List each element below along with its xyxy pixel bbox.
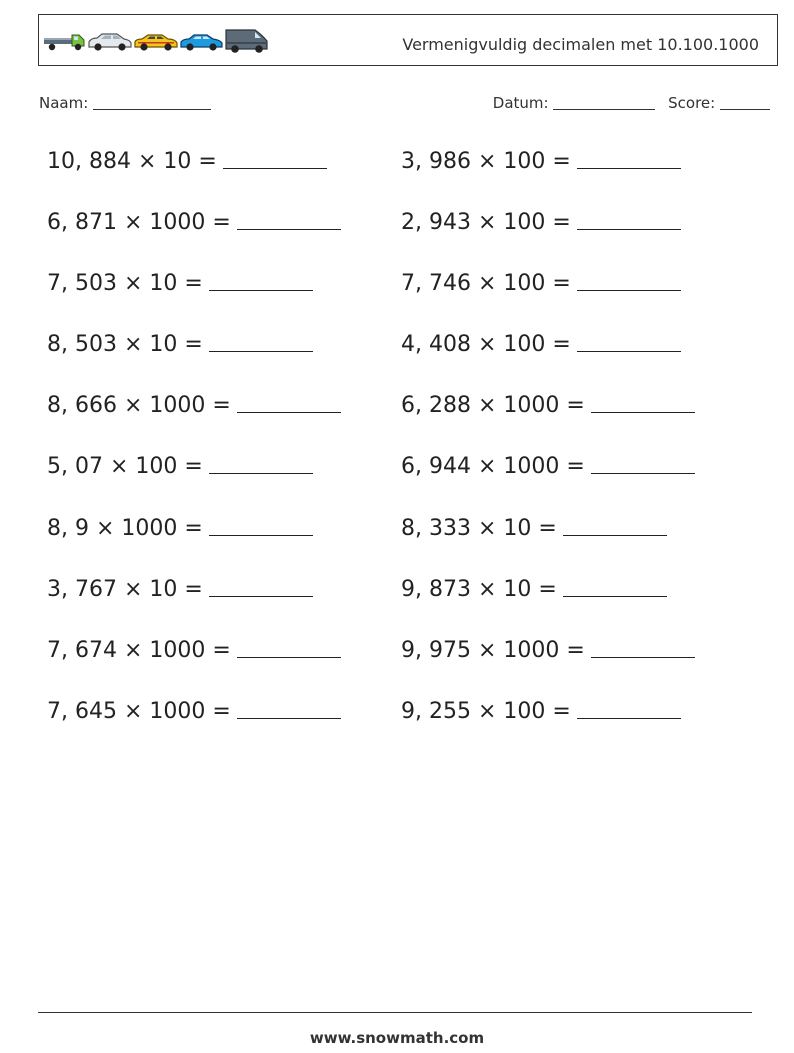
- times-symbol: ×: [477, 149, 497, 174]
- answer-blank[interactable]: [577, 270, 681, 291]
- equals-symbol: =: [212, 698, 231, 724]
- problem-operand-b: 10: [149, 576, 178, 602]
- answer-blank[interactable]: [209, 331, 313, 352]
- problem-operand-a: 6, 288: [401, 393, 471, 419]
- problem-operand-a: 7, 503: [47, 271, 117, 297]
- footer-url: www.snowmath.com: [309, 1029, 485, 1047]
- equals-symbol: =: [566, 637, 585, 663]
- times-symbol: ×: [477, 393, 497, 419]
- times-symbol: ×: [123, 271, 143, 297]
- times-symbol: ×: [477, 637, 497, 663]
- equals-symbol: =: [212, 393, 231, 419]
- times-symbol: ×: [109, 454, 129, 480]
- equals-symbol: =: [552, 210, 571, 236]
- blue-car-icon: [181, 35, 222, 51]
- vehicles-strip: [43, 27, 269, 55]
- name-field: [39, 94, 211, 112]
- equals-symbol: =: [552, 271, 571, 297]
- problem-operand-a: 9, 255: [401, 698, 471, 724]
- problem-operand-a: 6, 944: [401, 454, 471, 480]
- equals-symbol: =: [184, 576, 203, 602]
- times-symbol: ×: [123, 393, 143, 419]
- problem-operand-b: 1000: [503, 393, 560, 419]
- problem-operand-a: 6, 871: [47, 210, 117, 236]
- equals-symbol: =: [184, 454, 203, 480]
- equals-symbol: =: [566, 393, 585, 419]
- problem-operand-b: 100: [503, 149, 546, 174]
- times-symbol: ×: [477, 332, 497, 358]
- name-label: Naam:: [39, 94, 89, 112]
- problem-item: [401, 384, 755, 445]
- problem-operand-a: 5, 07: [47, 454, 103, 480]
- answer-blank[interactable]: [237, 392, 341, 413]
- problem-item: [401, 629, 755, 690]
- equals-symbol: =: [566, 454, 585, 480]
- yellow-taxi-icon: [135, 35, 177, 51]
- name-blank[interactable]: [93, 94, 211, 110]
- problem-operand-b: 100: [135, 454, 178, 480]
- problem-grid: [47, 140, 767, 751]
- times-symbol: ×: [123, 210, 143, 236]
- problem-item: [401, 445, 755, 506]
- problem-operand-a: 8, 9: [47, 515, 89, 541]
- problem-operand-a: 7, 746: [401, 271, 471, 297]
- answer-blank[interactable]: [591, 453, 695, 474]
- equals-symbol: =: [212, 210, 231, 236]
- answer-blank[interactable]: [563, 576, 667, 597]
- times-symbol: ×: [477, 271, 497, 297]
- problem-operand-b: 10: [149, 271, 178, 297]
- answer-blank[interactable]: [237, 209, 341, 230]
- problem-operand-a: 4, 408: [401, 332, 471, 358]
- flatbed-truck-icon: [44, 35, 84, 50]
- problem-operand-a: 3, 986: [401, 149, 471, 174]
- problem-operand-a: 3, 767: [47, 576, 117, 602]
- problem-operand-a: 2, 943: [401, 210, 471, 236]
- answer-blank[interactable]: [223, 148, 327, 169]
- problem-item: [401, 507, 755, 568]
- date-label: Datum:: [492, 94, 549, 112]
- equals-symbol: =: [184, 271, 203, 297]
- equals-symbol: =: [538, 515, 557, 541]
- problem-item: [47, 629, 401, 690]
- times-symbol: ×: [477, 210, 497, 236]
- problem-operand-b: 1000: [149, 210, 206, 236]
- problem-item: [47, 384, 401, 445]
- answer-blank[interactable]: [577, 148, 681, 169]
- times-symbol: ×: [477, 698, 497, 724]
- problem-operand-a: 7, 674: [47, 637, 117, 663]
- worksheet-title: Vermenigvuldig decimalen met 10.100.1000: [402, 35, 759, 54]
- problem-operand-b: 1000: [149, 698, 206, 724]
- equals-symbol: =: [212, 637, 231, 663]
- times-symbol: ×: [477, 515, 497, 541]
- problem-operand-b: 10: [503, 515, 532, 541]
- silver-car-icon: [89, 34, 131, 51]
- score-label: Score:: [668, 94, 716, 112]
- problem-operand-b: 1000: [149, 393, 206, 419]
- answer-blank[interactable]: [563, 515, 667, 536]
- times-symbol: ×: [123, 637, 143, 663]
- times-symbol: ×: [123, 698, 143, 724]
- times-symbol: ×: [123, 576, 143, 602]
- problem-operand-a: 8, 666: [47, 393, 117, 419]
- answer-blank[interactable]: [577, 698, 681, 719]
- problem-item: [47, 262, 401, 323]
- problem-operand-a: 8, 503: [47, 332, 117, 358]
- problem-operand-b: 100: [503, 332, 546, 358]
- date-score-field: [493, 94, 770, 112]
- answer-blank[interactable]: [209, 576, 313, 597]
- problem-operand-b: 100: [503, 698, 546, 724]
- equals-symbol: =: [184, 515, 203, 541]
- equals-symbol: =: [184, 332, 203, 358]
- answer-blank[interactable]: [209, 270, 313, 291]
- problem-operand-b: 10: [163, 149, 192, 174]
- equals-symbol: =: [552, 332, 571, 358]
- answer-blank[interactable]: [577, 331, 681, 352]
- problem-operand-b: 10: [503, 576, 532, 602]
- problem-item: [47, 445, 401, 506]
- problem-operand-a: 10, 884: [47, 149, 131, 174]
- score-blank[interactable]: [720, 94, 770, 110]
- footer-divider: [38, 1012, 752, 1013]
- problem-operand-a: 7, 645: [47, 698, 117, 724]
- problem-item: [401, 690, 755, 751]
- answer-blank[interactable]: [237, 637, 341, 658]
- problem-item: [401, 262, 755, 323]
- answer-blank[interactable]: [591, 392, 695, 413]
- equals-symbol: =: [198, 149, 217, 174]
- times-symbol: ×: [477, 576, 497, 602]
- problem-item: [401, 323, 755, 384]
- times-symbol: ×: [477, 454, 497, 480]
- header-box: [38, 14, 778, 66]
- problem-item: [401, 140, 755, 201]
- problem-item: [401, 568, 755, 629]
- problem-item: [47, 507, 401, 568]
- van-icon: [226, 30, 267, 53]
- problem-operand-b: 100: [503, 210, 546, 236]
- answer-blank[interactable]: [237, 698, 341, 719]
- problem-operand-a: 9, 975: [401, 637, 471, 663]
- times-symbol: ×: [137, 149, 157, 174]
- times-symbol: ×: [95, 515, 115, 541]
- problem-item: [47, 323, 401, 384]
- problem-item: [47, 201, 401, 262]
- problem-operand-b: 1000: [503, 454, 560, 480]
- problem-item: [47, 140, 401, 201]
- answer-blank[interactable]: [209, 453, 313, 474]
- equals-symbol: =: [538, 576, 557, 602]
- problem-operand-b: 1000: [121, 515, 178, 541]
- answer-blank[interactable]: [577, 209, 681, 230]
- problem-operand-a: 9, 873: [401, 576, 471, 602]
- problem-operand-b: 10: [149, 332, 178, 358]
- equals-symbol: =: [552, 698, 571, 724]
- answer-blank[interactable]: [591, 637, 695, 658]
- problem-operand-a: 8, 333: [401, 515, 471, 541]
- date-blank[interactable]: [553, 94, 655, 110]
- problem-item: [401, 201, 755, 262]
- problem-item: [47, 568, 401, 629]
- equals-symbol: =: [552, 149, 571, 174]
- answer-blank[interactable]: [209, 515, 313, 536]
- problem-operand-b: 100: [503, 271, 546, 297]
- problem-operand-b: 1000: [149, 637, 206, 663]
- times-symbol: ×: [123, 332, 143, 358]
- problem-item: [47, 690, 401, 751]
- problem-operand-b: 1000: [503, 637, 560, 663]
